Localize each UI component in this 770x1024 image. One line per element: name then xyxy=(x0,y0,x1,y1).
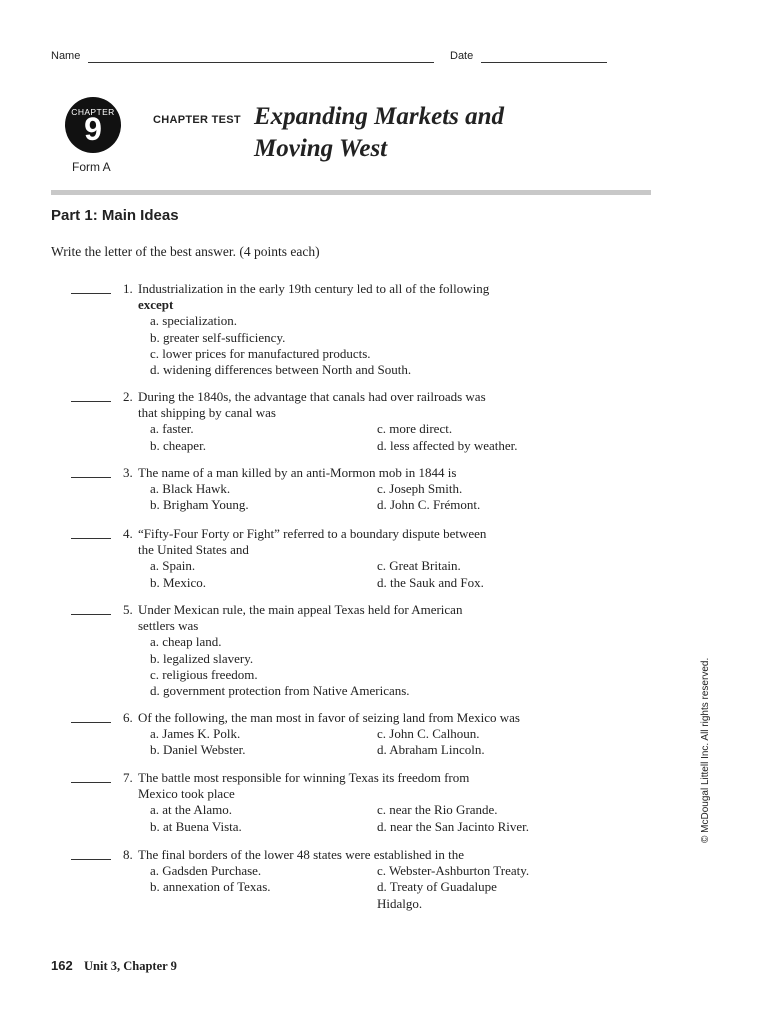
chapter-badge xyxy=(65,97,121,153)
question-stem: The battle most responsible for winning Texas its freedom from xyxy=(138,770,470,785)
question-stem: Industrialization in the early 19th century led to all of the following xyxy=(138,281,490,296)
answer-blank[interactable] xyxy=(71,538,111,539)
choice-d: d. Treaty of Guadalupe Hidalgo. xyxy=(377,879,497,911)
test-title-line-2: Moving West xyxy=(254,135,388,162)
choice-b: b. annexation of Texas. xyxy=(150,879,271,895)
question-stem: Under Mexican rule, the main appeal Texas held for American xyxy=(138,602,463,617)
choice-b: b. at Buena Vista. xyxy=(150,818,242,834)
question-number: 8. xyxy=(123,847,133,862)
question-stem-continued: the United States and xyxy=(138,542,249,558)
question-stem: During the 1840s, the advantage that canals had over railroads was xyxy=(138,389,486,404)
choice-d: d. widening differences between North and South. xyxy=(150,362,412,378)
choice-c: c. more direct. xyxy=(377,421,453,437)
answer-blank[interactable] xyxy=(71,722,111,723)
choice-a: a. cheap land. xyxy=(150,634,222,650)
chapter-word: CHAPTER xyxy=(71,107,115,117)
choice-c: c. Webster-Ashburton Treaty. xyxy=(377,863,530,879)
choice-d: d. less affected by weather. xyxy=(377,437,518,453)
test-title-line-1: Expanding Markets and xyxy=(254,103,505,130)
choice-a: a. Spain. xyxy=(150,558,196,574)
choice-a: a. at the Alamo. xyxy=(150,802,232,818)
part-heading: Part 1: Main Ideas xyxy=(51,207,179,224)
choice-d: d. Abraham Lincoln. xyxy=(377,742,485,758)
choice-a: a. faster. xyxy=(150,421,194,437)
answer-blank[interactable] xyxy=(71,293,111,294)
choice-c: c. near the Rio Grande. xyxy=(377,802,498,818)
question-stem-continued: that shipping by canal was xyxy=(138,405,276,421)
answer-blank[interactable] xyxy=(71,782,111,783)
question-number: 6. xyxy=(123,710,133,725)
page-reference: Unit 3, Chapter 9 xyxy=(84,959,177,973)
page-number: 162 xyxy=(51,958,73,973)
answer-blank[interactable] xyxy=(71,401,111,402)
choice-a: a. Gadsden Purchase. xyxy=(150,863,262,879)
question-stem-continued: settlers was xyxy=(138,618,199,634)
choice-b: b. Mexico. xyxy=(150,574,206,590)
name-field[interactable] xyxy=(88,62,434,63)
chapter-test-label: CHAPTER TEST xyxy=(153,114,241,126)
name-label: Name xyxy=(51,50,81,62)
question-number: 2. xyxy=(123,389,133,404)
copyright-notice: © McDougal Littell Inc. All rights reserved. xyxy=(700,657,711,843)
choice-c: c. John C. Calhoun. xyxy=(377,726,480,742)
question-stem: Of the following, the man most in favor of seizing land from Mexico was xyxy=(138,710,520,725)
choice-c: c. lower prices for manufactured products. xyxy=(150,345,371,361)
answer-blank[interactable] xyxy=(71,477,111,478)
question-stem: The final borders of the lower 48 states were established in the xyxy=(138,847,464,862)
question-stem-continued: Mexico took place xyxy=(138,786,235,802)
choice-a: a. Black Hawk. xyxy=(150,481,231,497)
date-label: Date xyxy=(450,50,474,62)
choice-b: b. Brigham Young. xyxy=(150,497,249,513)
choice-d: d. John C. Frémont. xyxy=(377,497,481,513)
date-field[interactable] xyxy=(481,62,607,63)
choice-a: a. specialization. xyxy=(150,313,237,329)
question-stem: “Fifty-Four Forty or Fight” referred to a boundary dispute between xyxy=(138,526,487,541)
choice-d: d. near the San Jacinto River. xyxy=(377,818,529,834)
choice-d: d. the Sauk and Fox. xyxy=(377,574,484,590)
choice-a: a. James K. Polk. xyxy=(150,726,241,742)
question-number: 7. xyxy=(123,770,133,785)
form-label: Form A xyxy=(72,160,111,174)
question-stem: The name of a man killed by an anti-Mormon mob in 1844 is xyxy=(138,465,457,480)
choice-c: c. Great Britain. xyxy=(377,558,461,574)
choice-b: b. greater self-sufficiency. xyxy=(150,329,286,345)
choice-c: c. Joseph Smith. xyxy=(377,481,463,497)
answer-blank[interactable] xyxy=(71,614,111,615)
chapter-number: 9 xyxy=(84,111,102,147)
choice-b: b. cheaper. xyxy=(150,437,206,453)
question-number: 3. xyxy=(123,465,133,480)
choice-d: d. government protection from Native Americans. xyxy=(150,683,410,699)
question-number: 4. xyxy=(123,526,133,541)
question-emphasis: except xyxy=(138,297,174,313)
question-number: 1. xyxy=(123,281,133,296)
choice-c: c. religious freedom. xyxy=(150,666,258,682)
instructions: Write the letter of the best answer. (4 points each) xyxy=(51,244,320,259)
answer-blank[interactable] xyxy=(71,859,111,860)
choice-b: b. Daniel Webster. xyxy=(150,742,246,758)
choice-b: b. legalized slavery. xyxy=(150,650,254,666)
question-number: 5. xyxy=(123,602,133,617)
header-divider xyxy=(51,190,651,195)
